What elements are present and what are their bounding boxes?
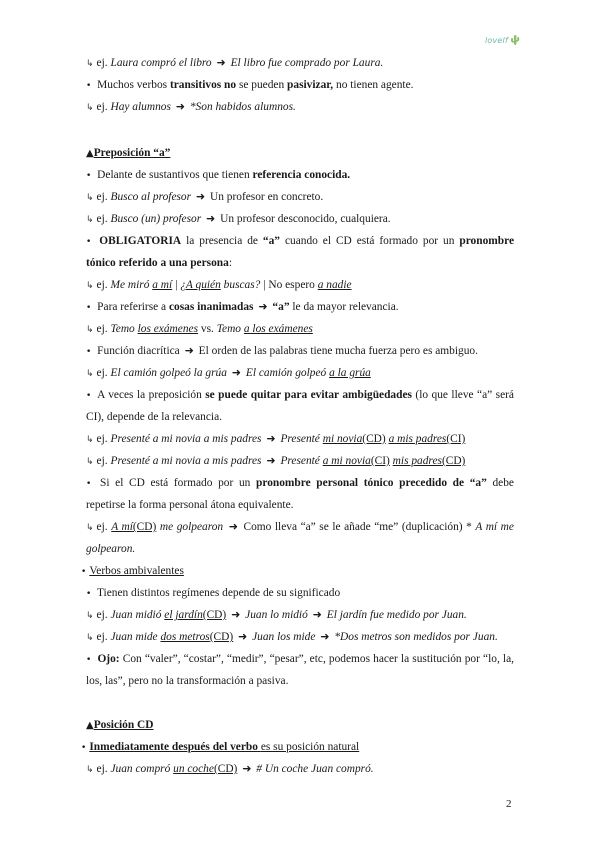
example-line: ↳ ej. Laura compró el libro ➜ El libro fue comprado por Laura. [86, 56, 384, 69]
example-arrow-icon: ↳ [86, 281, 94, 291]
bullet-icon: • [86, 655, 92, 665]
right-arrow-icon: ➜ [258, 300, 268, 313]
example-line: ↳ ej. Hay alumnos ➜ *Son habidos alumnos. [86, 100, 296, 113]
right-arrow-icon: ➜ [312, 608, 322, 621]
bullet-icon: • [86, 479, 92, 489]
example-arrow-icon: ↳ [86, 523, 94, 533]
subheading-verbos-ambivalentes: • Verbos ambivalentes [81, 565, 184, 577]
logo-text: lovelf [484, 35, 508, 45]
bullet-line: • Delante de sustantivos que tienen referencia conocida. [86, 169, 351, 181]
bullet-icon: • [86, 303, 92, 313]
continuation-line: tónico referido a una persona: [86, 257, 232, 269]
right-arrow-icon: ➜ [216, 56, 226, 69]
example-line: ↳ ej. Busco al profesor ➜ Un profesor en concreto. [86, 190, 324, 203]
right-arrow-icon: ➜ [231, 366, 241, 379]
bullet-line: • Función diacrítica ➜ El orden de las palabras tiene mucha fuerza pero es ambiguo. [86, 344, 478, 357]
example-arrow-icon: ↳ [86, 59, 94, 69]
continuation-line: repetirse la forma personal átona equivalente. [86, 499, 294, 511]
cactus-icon [510, 34, 520, 46]
right-arrow-icon: ➜ [206, 212, 216, 225]
bullet-icon: • [86, 81, 92, 91]
bullet-icon: • [81, 743, 87, 753]
example-line: ↳ ej. Me miró a mí | ¿A quién buscas? | No espero a nadie [86, 279, 352, 291]
example-line: ↳ ej. A mí(CD) me golpearon ➜ Como lleva “a” se le añade “me” (duplicación) * A mí me [86, 520, 514, 533]
bullet-line: • Muchos verbos transitivos no se pueden pasivizar, no tienen agente. [86, 79, 414, 91]
example-line: ↳ ej. Temo los exámenes vs. Temo a los exámenes [86, 323, 313, 335]
bullet-icon: • [81, 567, 87, 577]
bullet-line: • Si el CD está formado por un pronombre personal tónico precedido de “a” debe [86, 477, 514, 489]
example-line: ↳ ej. Busco (un) profesor ➜ Un profesor desconocido, cualquiera. [86, 212, 391, 225]
bullet-icon: • [86, 391, 92, 401]
right-arrow-icon: ➜ [175, 100, 185, 113]
continuation-line: golpearon. [86, 543, 136, 555]
example-line: ↳ ej. Presenté a mi novia a mis padres ➜ Presenté mi novia(CD) a mis padres(CI) [86, 432, 466, 445]
example-arrow-icon: ↳ [86, 611, 94, 621]
example-arrow-icon: ↳ [86, 369, 94, 379]
bullet-line: • Ojo: Con “valer”, “costar”, “medir”, “pesar”, etc, podemos hacer la sustitución por “lo, la, [86, 653, 514, 665]
right-arrow-icon: ➜ [266, 432, 276, 445]
example-line: ↳ ej. El camión golpeó la grúa ➜ El camión golpeó a la grúa [86, 366, 371, 379]
example-line: ↳ ej. Juan midió el jardín(CD) ➜ Juan lo midió ➜ El jardín fue medido por Juan. [86, 608, 467, 621]
triangle-icon: ▲ [86, 148, 94, 159]
bullet-line: • Tienen distintos regímenes depende de su significado [86, 587, 341, 599]
right-arrow-icon: ➜ [238, 630, 248, 643]
section-heading-posicion-cd: ▲Posición CD [86, 719, 154, 731]
right-arrow-icon: ➜ [195, 190, 206, 203]
example-line: ↳ ej. Juan compró un coche(CD) ➜ # Un coche Juan compró. [86, 762, 374, 775]
example-arrow-icon: ↳ [86, 457, 94, 467]
continuation-line: los, las”, pero no la transformación a pasiva. [86, 675, 289, 687]
example-arrow-icon: ↳ [86, 325, 94, 335]
bullet-line: • A veces la preposición se puede quitar para evitar ambigüedades (lo que lleve “a” será [86, 389, 514, 401]
bullet-icon: • [86, 347, 92, 357]
bullet-line: • Para referirse a cosas inanimadas ➜ “a” le da mayor relevancia. [86, 300, 399, 313]
example-arrow-icon: ↳ [86, 633, 94, 643]
bullet-line: • Inmediatamente después del verbo es su posición natural [81, 741, 360, 753]
section-heading-preposicion: ▲Preposición “a” [86, 147, 171, 159]
right-arrow-icon: ➜ [266, 454, 276, 467]
example-arrow-icon: ↳ [86, 765, 94, 775]
bullet-icon: • [86, 171, 92, 181]
right-arrow-icon: ➜ [242, 762, 252, 775]
page-number: 2 [506, 798, 512, 810]
example-arrow-icon: ↳ [86, 193, 94, 203]
example-arrow-icon: ↳ [86, 103, 94, 113]
example-line: ↳ ej. Juan mide dos metros(CD) ➜ Juan los mide ➜ *Dos metros son medidos por Juan. [86, 630, 498, 643]
bullet-icon: • [86, 237, 92, 247]
example-line: ↳ ej. Presenté a mi novia a mis padres ➜ Presenté a mi novia(CI) mis padres(CD) [86, 454, 466, 467]
example-arrow-icon: ↳ [86, 215, 94, 225]
right-arrow-icon: ➜ [231, 608, 241, 621]
bullet-icon: • [86, 589, 92, 599]
right-arrow-icon: ➜ [320, 630, 330, 643]
brand-logo [485, 34, 520, 46]
right-arrow-icon: ➜ [228, 520, 238, 533]
bullet-line: • OBLIGATORIA la presencia de “a” cuando el CD está formado por un pronombre [86, 235, 514, 247]
example-arrow-icon: ↳ [86, 435, 94, 445]
right-arrow-icon: ➜ [184, 344, 194, 357]
continuation-line: CI), depende de la relevancia. [86, 411, 222, 423]
triangle-icon: ▲ [86, 720, 94, 731]
